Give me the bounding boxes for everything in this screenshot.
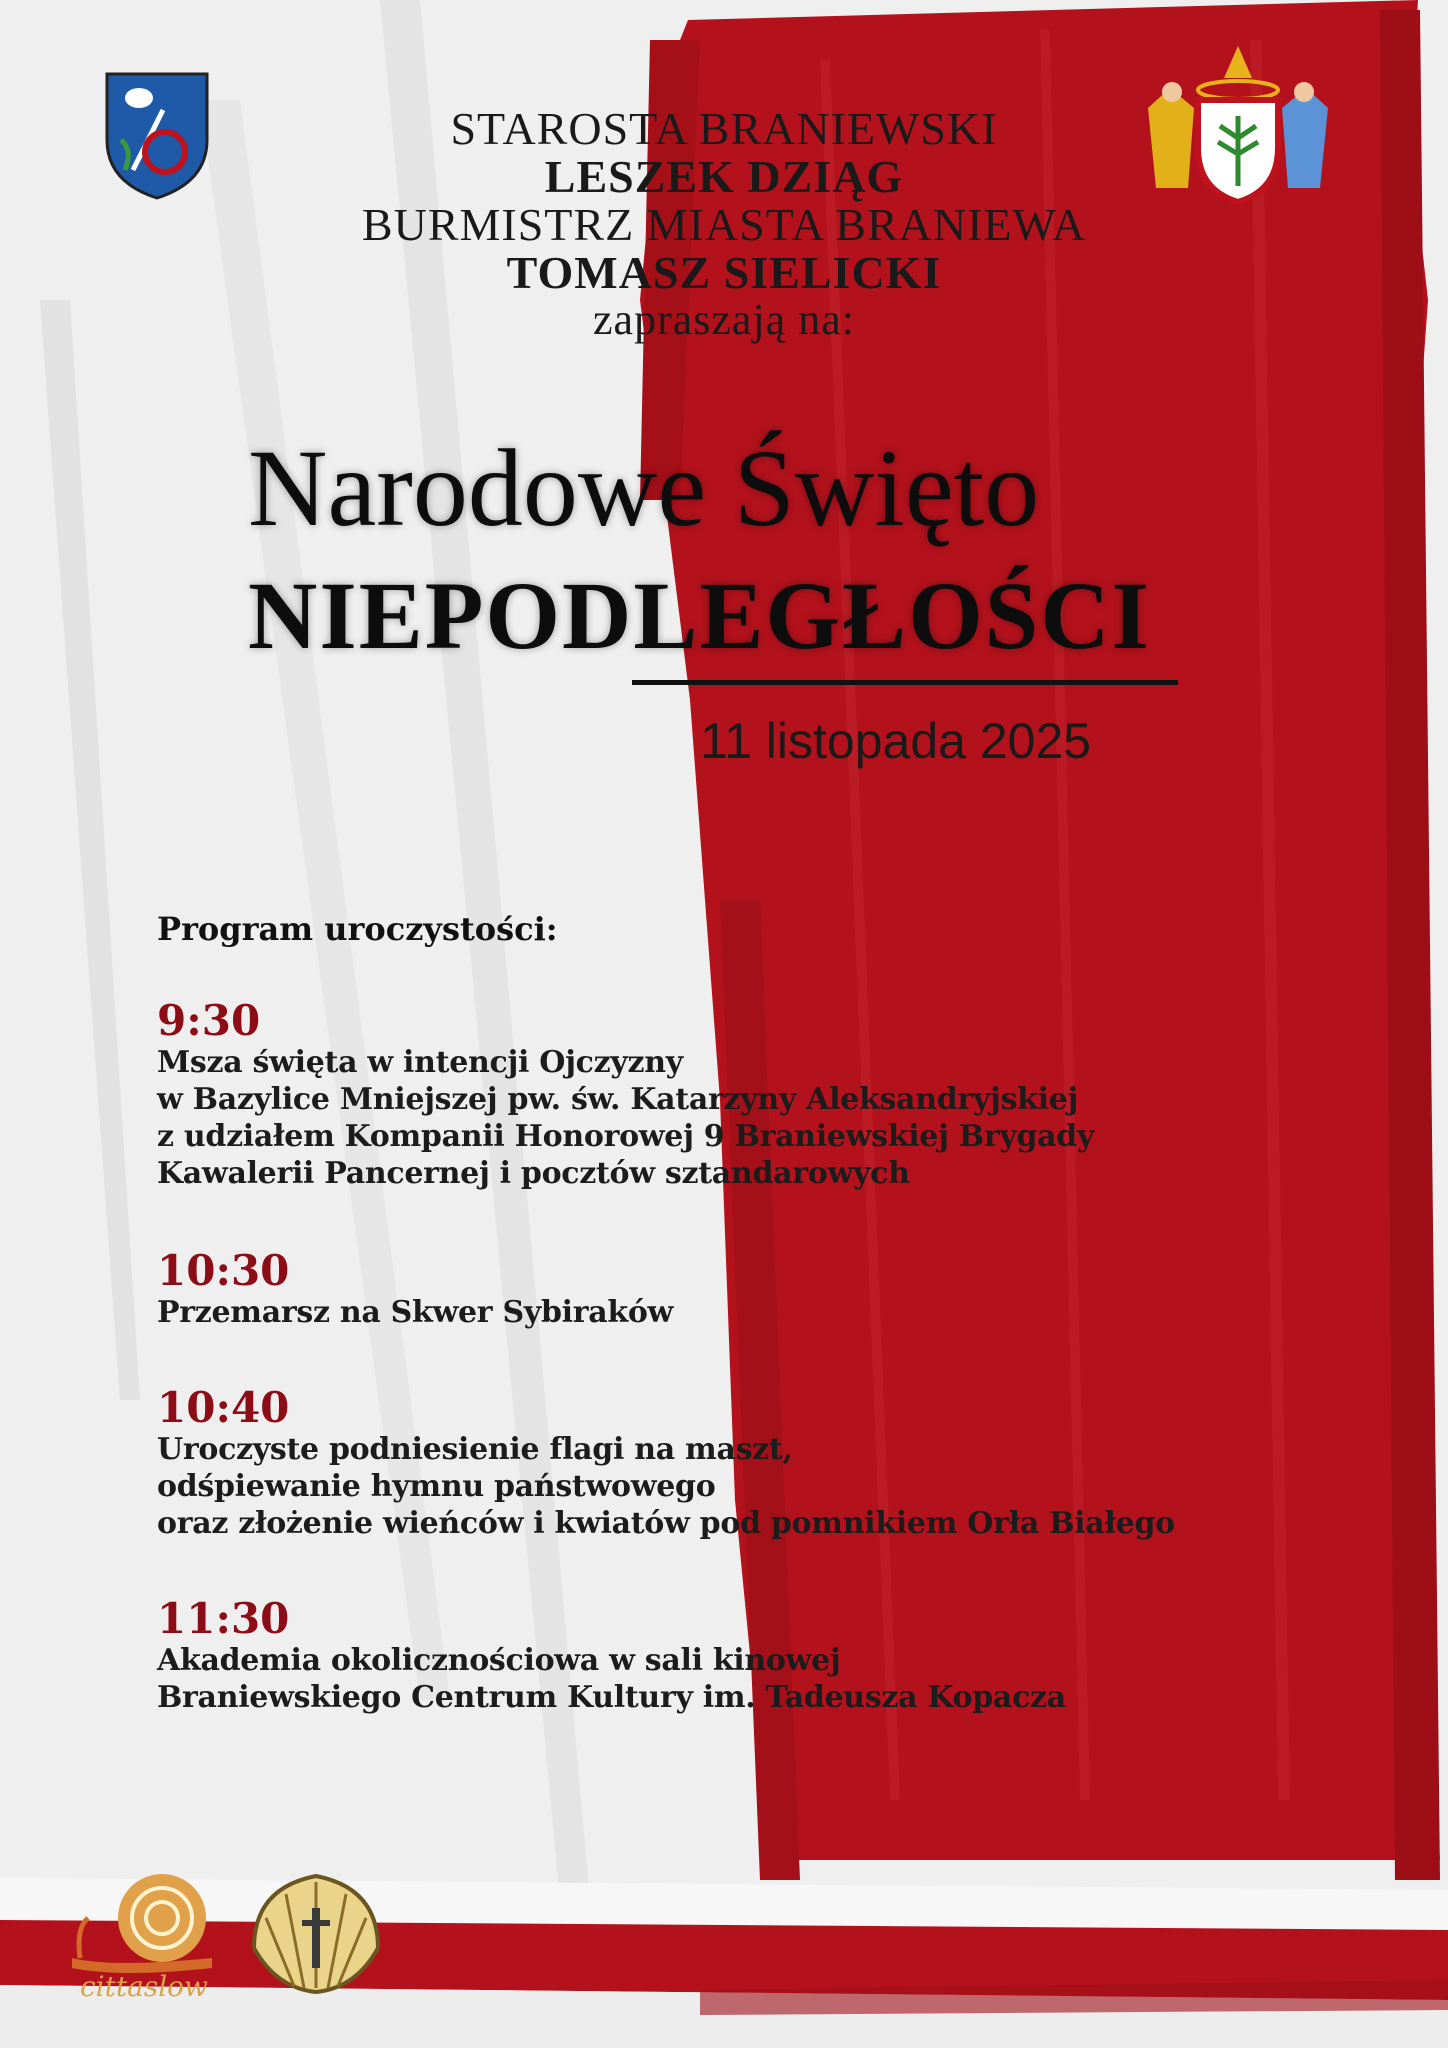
program-event: [157, 1248, 673, 1331]
event-description-line: Akademia okolicznościowa w sali kinowej: [157, 1643, 841, 1678]
cittaslow-wordmark: cittaslow: [80, 1970, 208, 2003]
event-description-line: w Bazylice Mniejszej pw. św. Katarzyny Aleksandryjskiej: [157, 1082, 1079, 1117]
header-line-1: STAROSTA BRANIEWSKI: [450, 103, 998, 154]
header-line-2: LESZEK DZIĄG: [544, 151, 904, 202]
event-time: 10:40: [157, 1383, 290, 1432]
event-title-line-1: Narodowe Święto: [248, 427, 1040, 549]
program-event: [157, 1596, 1066, 1716]
event-time: 11:30: [157, 1594, 290, 1643]
scallop-shell-icon: [246, 1868, 386, 1998]
event-date: 11 listopada 2025: [700, 713, 1092, 769]
event-description-line: odśpiewanie hymnu państwowego: [157, 1469, 716, 1504]
event-time: 10:30: [157, 1246, 290, 1295]
event-description-line: Uroczyste podniesienie flagi na maszt,: [157, 1432, 793, 1467]
event-description-line: Braniewskiego Centrum Kultury im. Tadeusza Kopacza: [157, 1680, 1066, 1715]
program-event: [157, 998, 1094, 1192]
program-event: [157, 1385, 1175, 1542]
event-description-line: Kawalerii Pancernej i pocztów sztandarowych: [157, 1156, 910, 1191]
event-description-line: z udziałem Kompanii Honorowej 9 Braniewskiej Brygady: [157, 1119, 1095, 1154]
header-line-4: TOMASZ SIELICKI: [506, 247, 942, 298]
program-heading: Program uroczystości:: [157, 910, 558, 948]
event-description-line: oraz złożenie wieńców i kwiatów pod pomnikiem Orła Białego: [157, 1506, 1175, 1541]
event-title-line-2: NIEPODLEGŁOŚCI: [248, 562, 1151, 669]
title-divider: [632, 680, 1178, 685]
header-line-5: zapraszają na:: [593, 295, 855, 344]
event-time: 9:30: [157, 996, 261, 1045]
event-description-line: Przemarsz na Skwer Sybiraków: [157, 1295, 674, 1330]
event-description-line: Msza święta w intencji Ojczyzny: [157, 1045, 683, 1080]
header-line-3: BURMISTRZ MIASTA BRANIEWA: [361, 199, 1087, 250]
